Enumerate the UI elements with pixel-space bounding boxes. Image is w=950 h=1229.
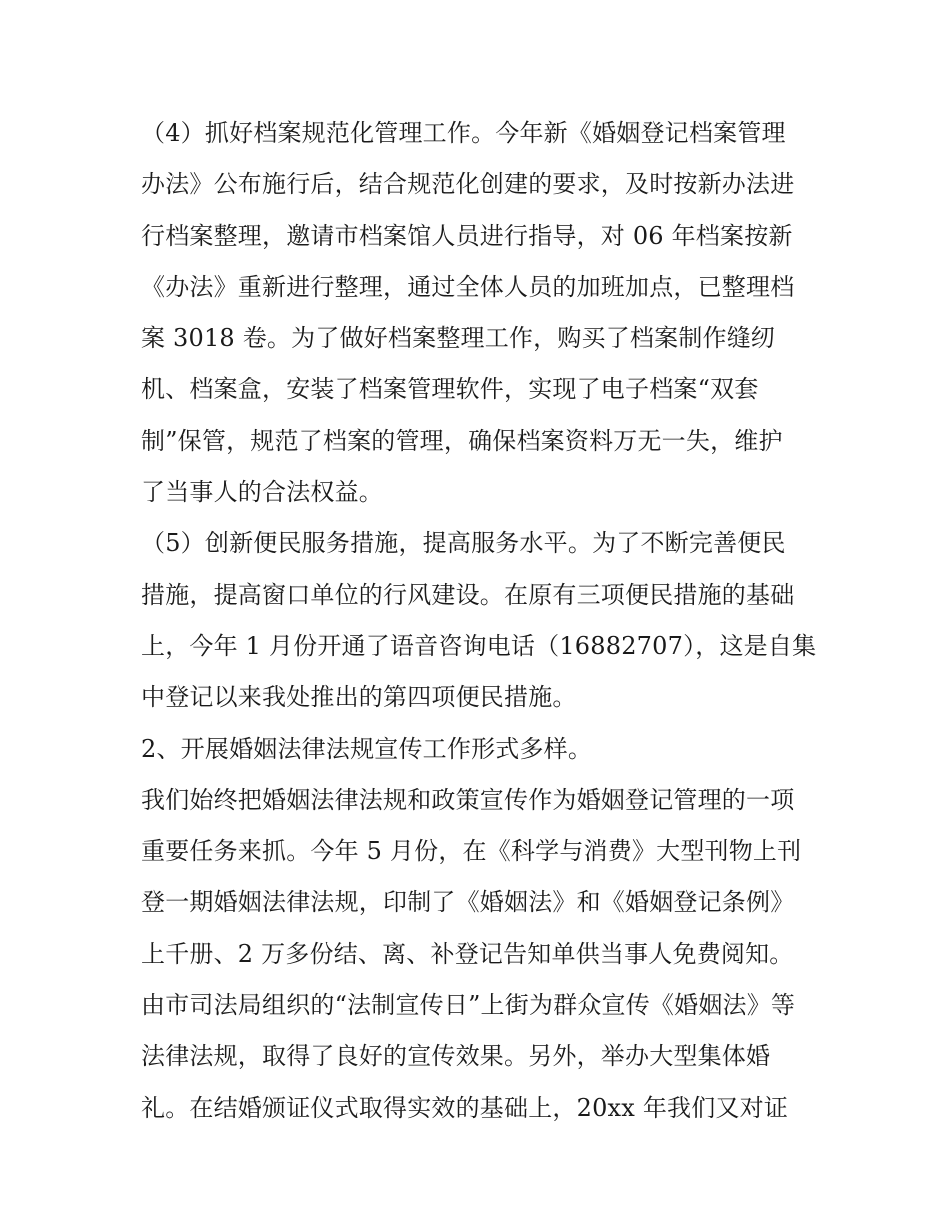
- text-line: 重要任务来抓。今年 5 月份，在《科学与消费》大型刊物上刊: [141, 837, 802, 866]
- text-line: 由市司法局组织的“法制宣传日”上街为群众宣传《婚姻法》等: [141, 991, 796, 1020]
- text-line: （5）创新便民服务措施，提高服务水平。为了不断完善便民: [141, 529, 786, 558]
- text-line: （4）抓好档案规范化管理工作。今年新《婚姻登记档案管理: [141, 119, 786, 147]
- text-line: 礼。在结婚颁证仪式取得实效的基础上，20xx 年我们又对证: [141, 1093, 789, 1122]
- text-line: 中登记以来我处推出的第四项便民措施。: [141, 683, 577, 712]
- text-line: 我们始终把婚姻法律法规和政策宣传作为婚姻登记管理的一项: [141, 785, 795, 814]
- text-line: 行档案整理，邀请市档案馆人员进行指导，对 06 年档案按新: [141, 221, 793, 250]
- text-line: 登一期婚姻法律法规，印制了《婚姻法》和《婚姻登记条例》: [141, 888, 795, 917]
- document-body: [141, 108, 831, 1134]
- text-line: 《办法》重新进行整理，通过全体人员的加班加点，已整理档: [141, 272, 795, 301]
- text-line: 法律法规，取得了良好的宣传效果。另外，举办大型集体婚: [141, 1042, 771, 1071]
- text-line: 了当事人的合法权益。: [141, 478, 383, 507]
- section-heading: 2、开展婚姻法律法规宣传工作形式多样。: [141, 734, 593, 763]
- text-line: 上千册、2 万多份结、离、补登记告知单供当事人免费阅知。: [141, 939, 794, 968]
- text-line: 办法》公布施行后，结合规范化创建的要求，及时按新办法进: [141, 170, 795, 199]
- text-line: 机、档案盒，安装了档案管理软件，实现了电子档案“双套: [141, 375, 759, 404]
- text-line: 上，今年 1 月份开通了语音咨询电话（16882707），这是自集: [141, 631, 817, 660]
- text-line: 措施，提高窗口单位的行风建设。在原有三项便民措施的基础: [141, 580, 795, 609]
- text-line: 制”保管，规范了档案的管理，确保档案资料万无一失，维护: [141, 426, 783, 455]
- text-line: 案 3018 卷。为了做好档案整理工作，购买了档案制作缝纫: [141, 324, 776, 353]
